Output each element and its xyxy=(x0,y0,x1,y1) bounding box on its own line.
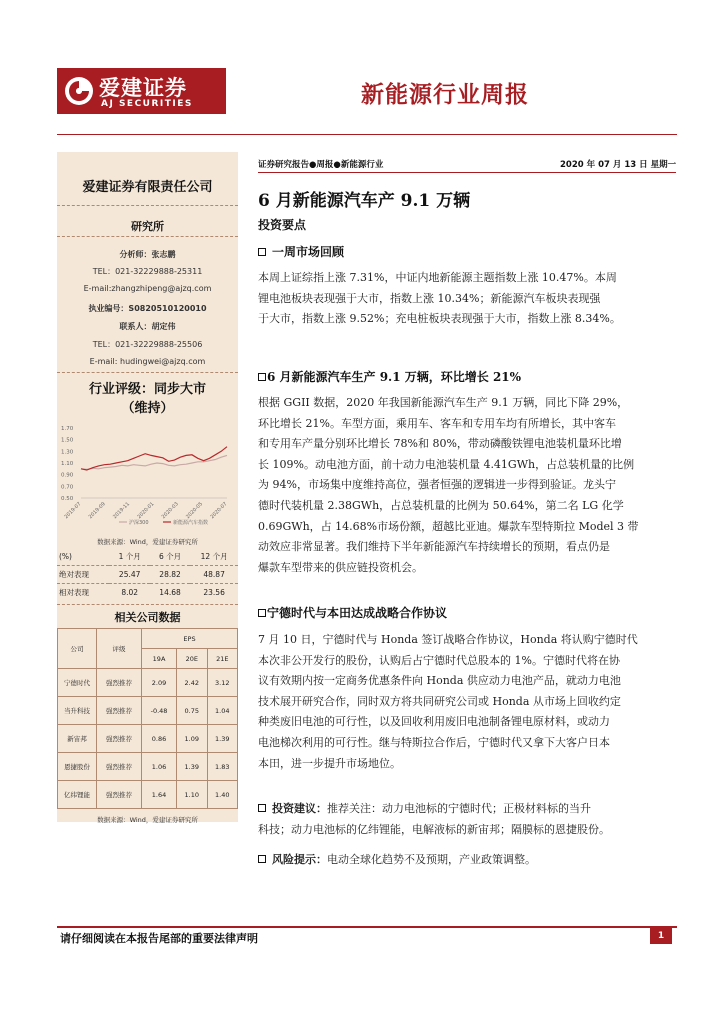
y-tick-label: 1.30 xyxy=(61,449,74,456)
legal-disclaimer-note: 请仔细阅读在本报告尾部的重要法律声明 xyxy=(60,932,258,945)
rating-cell: 强烈推荐 xyxy=(97,725,142,753)
section-heading xyxy=(258,604,447,621)
eps-cell: 1.06 xyxy=(142,753,177,781)
year-header: 20E xyxy=(177,649,207,669)
section-body xyxy=(258,630,676,774)
y-tick-label: 1.50 xyxy=(61,437,74,444)
table-row xyxy=(57,566,238,584)
eps-cell: 2.42 xyxy=(177,669,207,697)
brand-name-en: AJ SECURITIES xyxy=(101,99,193,109)
company-name: 爱建证券有限责任公司 xyxy=(82,180,213,195)
y-tick-label: 0.90 xyxy=(61,472,74,479)
text-line: 动效应非常显著。我们维持下半年新能源汽车持续增长的预期，看点仍是 xyxy=(258,540,610,554)
x-tick-label: 2020-03 xyxy=(160,501,180,521)
text-line: 根据 GGII 数据，2020 年我国新能源汽车生产 9.1 万辆，同比下降 29%， xyxy=(258,396,629,409)
divider xyxy=(57,604,238,605)
perf-row-label: 绝对表现 xyxy=(59,570,89,579)
eps-cell: 1.39 xyxy=(177,753,207,781)
brand-name-cn: 爱建证券 xyxy=(99,76,187,100)
col-eps-header: EPS xyxy=(142,629,238,649)
section-heading-text: 6 月新能源汽车生产 9.1 万辆，环比增长 21% xyxy=(267,370,522,384)
contact-email[interactable]: E-mail: hudingwei@ajzq.com xyxy=(89,357,206,366)
y-tick-label: 0.70 xyxy=(61,484,74,491)
eps-cell: 3.12 xyxy=(207,669,237,697)
table-row xyxy=(57,584,238,602)
x-tick-label: 2019-11 xyxy=(112,501,132,521)
text-line: 为 94%，市场集中度维持高位，强者恒强的逻辑进一步得到验证。龙头宁 xyxy=(258,478,616,492)
contact-tel: TEL：021-32229888-25506 xyxy=(92,340,203,349)
x-tick-label: 2019-09 xyxy=(87,501,107,521)
table-row xyxy=(58,725,238,753)
checkbox-icon xyxy=(258,855,266,863)
perf-cell: 28.82 xyxy=(159,570,181,579)
company-cell: 亿纬锂能 xyxy=(58,781,97,809)
rating-cell: 强烈推荐 xyxy=(97,753,142,781)
y-tick-label: 0.50 xyxy=(61,496,74,502)
report-date: 2020 年 07 月 13 日 星期一 xyxy=(560,160,677,170)
index-performance-chart xyxy=(57,420,238,532)
table-row xyxy=(58,781,238,809)
rating-cell: 强烈推荐 xyxy=(97,669,142,697)
section-heading-text: 一周市场回顾 xyxy=(272,245,345,259)
text-line: 本周上证综指上涨 7.31%，中证内地新能源主题指数上涨 10.47%。本周 xyxy=(258,271,617,284)
company-data-table xyxy=(57,628,238,809)
investment-advice xyxy=(258,799,676,840)
perf-cell: 48.87 xyxy=(203,570,225,579)
risk-label: 风险提示： xyxy=(272,853,327,866)
license-number: 执业编号：S0820510120010 xyxy=(88,304,207,313)
report-category: 证券研究报告●周报●新能源行业 xyxy=(258,160,384,170)
perf-cell: 8.02 xyxy=(121,588,139,597)
rating-cell: 强烈推荐 xyxy=(97,697,142,725)
divider xyxy=(57,372,238,373)
text-line: 环比增长 21%。车型方面，乘用车、客车和专用车均有所增长，其中客车 xyxy=(258,416,616,430)
text-line: 长 109%。动电池方面，前十动力电池装机量 4.41GWh，占总装机量的比例 xyxy=(258,457,635,471)
x-tick-label: 2020-05 xyxy=(185,501,205,521)
section-body xyxy=(258,268,676,330)
analyst-tel: TEL：021-32229888-25311 xyxy=(92,267,203,276)
risk-warning xyxy=(258,850,676,871)
risk-text: 电动全球化趋势不及预期，产业政策调整。 xyxy=(327,853,536,866)
x-tick-label: 2019-07 xyxy=(63,501,83,521)
chart-source: 数据来源：Wind，爱建证券研究所 xyxy=(97,538,198,546)
perf-cell: 23.56 xyxy=(203,588,225,597)
text-line: 本田，进一步提升市场地位。 xyxy=(258,756,401,770)
text-line: 议有效期内按一定商务优惠条件向 Honda 供应动力电池产品，就动力电池 xyxy=(258,674,621,688)
text-line: 种类废旧电池的可行性，以及回收利用废旧电池制备锂电原材料，或动力 xyxy=(258,715,610,729)
company-cell: 宁德时代 xyxy=(58,669,97,697)
text-line: 锂电池板块表现强于大市，指数上涨 10.34%；新能源汽车板块表现强 xyxy=(258,291,601,305)
eps-cell: 1.83 xyxy=(207,753,237,781)
advice-label: 投资建议： xyxy=(272,802,327,815)
company-cell: 新宙邦 xyxy=(58,725,97,753)
text-line: 技术展开研究合作，同时双方将共同研究公司或 Honda 从市场上回收约定 xyxy=(258,694,621,708)
series-line-2 xyxy=(81,447,227,470)
divider xyxy=(57,236,238,237)
checkbox-icon xyxy=(258,804,266,812)
report-series-title: 新能源行业周报 xyxy=(361,82,529,108)
checkbox-icon xyxy=(258,609,266,617)
legend-label: 沪深300 xyxy=(129,520,149,526)
col-company-header: 公司 xyxy=(58,629,97,669)
perf-header: 1 个月 xyxy=(118,552,141,561)
text-line: 德时代装机量 2.38GWh，占总装机量的比例为 50.64%，第二名 LG 化学 xyxy=(258,498,624,512)
eps-cell: 1.40 xyxy=(207,781,237,809)
rating-cell: 强烈推荐 xyxy=(97,781,142,809)
eps-cell: 2.09 xyxy=(142,669,177,697)
x-tick-label: 2020-01 xyxy=(136,501,156,521)
table-row xyxy=(58,753,238,781)
advice-text: 推荐关注：动力电池标的宁德时代；正极材料标的当升 xyxy=(327,802,591,815)
analyst-email[interactable]: E-mail:zhangzhipeng@ajzq.com xyxy=(83,284,212,293)
table-row xyxy=(58,669,238,697)
rating-status: （维持） xyxy=(121,401,174,416)
y-tick-label: 1.70 xyxy=(61,426,74,432)
section-heading-text: 宁德时代与本田达成战略合作协议 xyxy=(267,606,448,620)
perf-header: (%) xyxy=(59,552,72,561)
table-row xyxy=(58,697,238,725)
text-line: 爆款车型带来的供应链投资机会。 xyxy=(258,560,423,574)
related-companies-title: 相关公司数据 xyxy=(114,611,181,624)
text-line: 0.69GWh，占 14.68%市场份额，超越比亚迪。爆款车型特斯拉 Model 3 带 xyxy=(258,519,639,533)
checkbox-icon xyxy=(258,248,266,256)
analyst-name: 分析师：张志鹏 xyxy=(119,250,176,259)
key-points-heading: 投资要点 xyxy=(258,218,307,232)
brand-logo-icon xyxy=(64,76,94,106)
perf-row-label: 相对表现 xyxy=(59,588,89,597)
series-line-1 xyxy=(81,455,227,469)
advice-text: 科技；动力电池标的亿纬锂能，电解液标的新宙邦；隔膜标的恩捷股份。 xyxy=(258,822,610,836)
eps-cell: 1.10 xyxy=(177,781,207,809)
page-number: 1 xyxy=(650,928,672,944)
divider xyxy=(57,205,238,206)
table-source: 数据来源：Wind，爱建证券研究所 xyxy=(97,816,198,824)
eps-cell: 1.04 xyxy=(207,697,237,725)
company-cell: 当升科技 xyxy=(58,697,97,725)
checkbox-icon xyxy=(258,373,266,381)
perf-header: 12 个月 xyxy=(200,552,228,561)
text-line: 本次非公开发行的股份，认购后占宁德时代总股本的 1%。宁德时代将在协 xyxy=(258,653,620,667)
perf-cell: 14.68 xyxy=(159,588,181,597)
x-tick-label: 2020-07 xyxy=(209,501,229,521)
text-line: 电池梯次利用的可行性。继与特斯拉合作后，宁德时代又拿下大客户日本 xyxy=(258,735,610,749)
text-line: 和专用车产量分别环比增长 78%和 80%，带动磷酸铁锂电池装机量环比增 xyxy=(258,437,622,451)
y-tick-label: 1.10 xyxy=(61,461,74,467)
report-title: 6 月新能源汽车产 9.1 万辆 xyxy=(258,191,471,211)
eps-cell: 0.75 xyxy=(177,697,207,725)
section-body xyxy=(258,393,676,578)
year-header: 21E xyxy=(207,649,237,669)
eps-cell: -0.48 xyxy=(142,697,177,725)
industry-rating: 行业评级：同步大市 xyxy=(88,382,206,397)
section-heading xyxy=(258,368,521,385)
footer-divider xyxy=(57,926,677,928)
eps-cell: 0.86 xyxy=(142,725,177,753)
eps-cell: 1.64 xyxy=(142,781,177,809)
header-divider xyxy=(57,134,677,135)
contact-name: 联系人：胡定伟 xyxy=(119,322,176,331)
performance-table xyxy=(57,548,238,601)
perf-cell: 25.47 xyxy=(118,570,141,579)
research-label: 研究所 xyxy=(131,220,164,233)
col-rating-header: 评级 xyxy=(97,629,142,669)
text-line: 7 月 10 日，宁德时代与 Honda 签订战略合作协议，Honda 将认购宁德时代 xyxy=(258,633,638,646)
section-heading xyxy=(258,243,344,260)
text-line: 于大市，指数上涨 9.52%；充电桩板块表现强于大市，指数上涨 8.34%。 xyxy=(258,312,621,326)
perf-header: 6 个月 xyxy=(158,552,182,561)
legend-label: 新能源汽车指数 xyxy=(173,520,209,526)
year-header: 19A xyxy=(142,649,177,669)
meta-divider xyxy=(258,172,676,173)
eps-cell: 1.39 xyxy=(207,725,237,753)
eps-cell: 1.09 xyxy=(177,725,207,753)
company-cell: 恩捷股份 xyxy=(58,753,97,781)
